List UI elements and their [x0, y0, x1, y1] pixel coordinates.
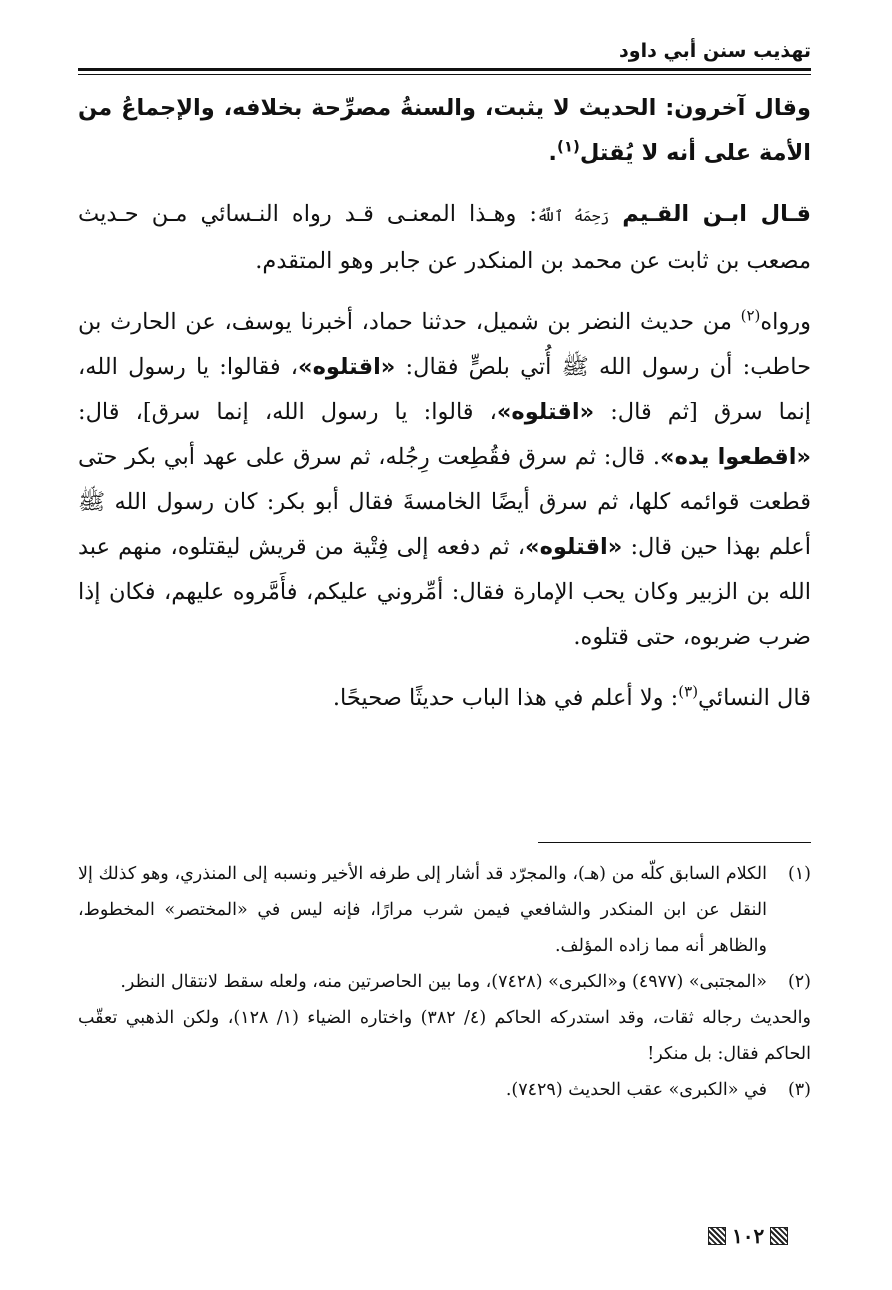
header-rule-thin [78, 74, 811, 75]
paragraph-3: ورواه$^{(٢)}$ من حديث النضر بن شميل، حدثنا حماد، أخبرنا يوسف، عن الحارث بن حاطب: أن رسول الله ﷺ أُتي بلصٍّ فقال: «اقتلوه»، فقالوا: يا رسول الله، إنما سرق [ثم قال: «اقتلوه»، قالوا: يا رسول الله، إنما سرق]، قال: «اقطعوا يده». قال: ثم سرق فقُطِعت رِجُله، ثم سرق على عهد أبي بكر حتى قطعت قوائمه كلها، ثم سرق أيضًا الخامسةَ فقال أبو بكر: كان رسول الله ﷺ أعلم بهذا حين قال: «اقتلوه»، ثم دفعه إلى فِتْية من قريش ليقتلوه، منهم عبد الله بن الزبير وكان يحب الإمارة فقال: أمِّروني عليكم، فأَمَّروه عليهم، فكان إذا ضرب ضربوه، حتى قتلوه. [78, 306, 811, 650]
footnote-number: (١) [787, 864, 811, 884]
footnote-text: «المجتبى» (٤٩٧٧) و«الكبرى» (٧٤٢٨)، وما بين الحاصرتين منه، ولعله سقط لانتقال النظر. [120, 972, 767, 992]
footnote-ref-2: (٢) [740, 306, 761, 325]
running-header [78, 38, 811, 64]
footnote-separator [538, 842, 811, 843]
running-title: تهذيب سنن أبي داود [619, 40, 811, 62]
footnote-text: في «الكبرى» عقب الحديث (٧٤٢٩). [505, 1080, 767, 1100]
footnote-number: (٢) [787, 972, 811, 992]
ornament-icon [770, 1227, 788, 1245]
footnote-1 [78, 856, 811, 964]
footnote-ref-3: (٣) [678, 682, 699, 701]
page-number-block [708, 1224, 788, 1248]
speaker-ibn-alqayyim: قـال ابـن القـيم [622, 201, 812, 227]
footnote-2 [78, 964, 811, 1000]
footnote-ref-1: (١) [556, 137, 580, 156]
footnote-number: (٣) [787, 1080, 811, 1100]
footnotes [78, 856, 811, 1108]
paragraph-2: قـال ابـن القـيم رَحِمَهُ ٱللَّهُ: وهـذا المعنـى قـد رواه النـسائي مـن حـديث مصعب بن ثابت عن محمد بن المنكدر عن جابر وهو المتقدم. [78, 201, 812, 274]
footnote-text: والحديث رجاله ثقات، وقد استدركه الحاكم (٤/ ٣٨٢) واختاره الضياء (١/ ١٢٨)، ولكن الذهبي تعقّب الحاكم فقال: بل منكر! [78, 1008, 811, 1064]
main-text [78, 86, 811, 737]
footnote-2-continuation [78, 1000, 811, 1072]
ornament-icon [708, 1227, 726, 1245]
paragraph-4: قال النسائي$^{(٣)}$: ولا أعلم في هذا الباب حديثًا صحيحًا. [332, 682, 811, 711]
footnote-3 [78, 1072, 811, 1108]
footnote-text: الكلام السابق كلّه من (هـ)، والمجرّد قد أشار إلى طرفه الأخير ونسبه إلى المنذري، وهو كذلك إلا النقل عن ابن المنكدر والشافعي فيمن شرب مرارًا، فإنه ليس في «المختصر» المخطوط، والظاهر أنه مما زاده المؤلف. [78, 864, 767, 956]
page-number: ١٠٢ [732, 1224, 765, 1248]
paragraph-1: وقال آخرون: الحديث لا يثبت، والسنةُ مصرِّحة بخلافه، والإجماعُ من الأمة على أنه لا يُقتل$^{(١)}$. [78, 95, 811, 166]
header-rule-thick [78, 68, 811, 71]
honorific: رَحِمَهُ ٱللَّهُ [537, 207, 610, 225]
